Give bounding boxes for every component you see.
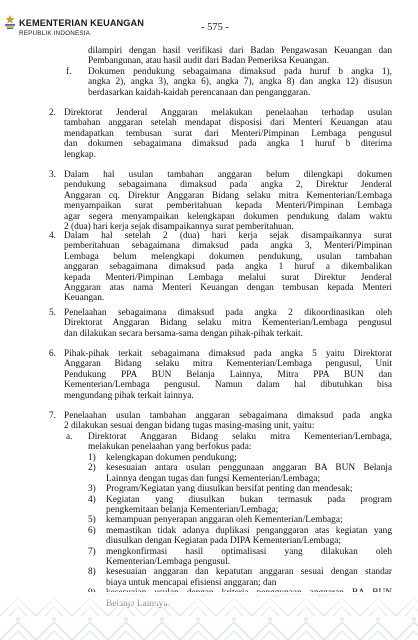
text-line: Anggaran Bidang selaku mitra Kementerian/Lembaga pengusul, Unit: [64, 359, 392, 370]
sub-item-paragraph: [106, 463, 392, 484]
text-line: Anggaran cq. Direktur Anggaran Bidang selaku mitra Kementerian/Lembaga: [64, 190, 392, 201]
sub-item-paragraph: [106, 484, 392, 494]
sub-item-number: 3): [88, 484, 96, 495]
sub-item-number: 5): [88, 515, 96, 526]
item-3-number: 3.: [49, 170, 57, 180]
text-line: kesesuaian anggaran dan kepatutan anggaran sesuai dengan standar: [106, 567, 392, 578]
text-line: 2 (dua) hari kerja sejak disampaikannya surat pemberitahuan.: [64, 221, 294, 232]
page-header: [0, 0, 418, 44]
item-2-number: 2.: [49, 108, 57, 118]
sub-item-paragraph: [106, 515, 392, 525]
sub-item-paragraph: [106, 495, 392, 516]
text-line: melakukan penelaahan yang berfokus pada:: [88, 442, 252, 453]
text-line: memastikan tidak adanya duplikasi penganggaran atas kegiatan yang: [106, 525, 392, 536]
item-7-paragraph: [64, 411, 392, 432]
sub-item-paragraph: [106, 453, 392, 463]
text-line: Kementerian/Lembaga pengusul. Namun dalam hal dibutuhkan bisa: [64, 380, 392, 391]
text-line: mengkonfirmasi hasil optimalisasi yang dilakukan oleh: [106, 546, 392, 557]
item-6-number: 6.: [49, 349, 57, 359]
sub-item-paragraph: [106, 547, 392, 568]
text-line: Kementerian/Lembaga pengusul.: [106, 556, 231, 567]
item-3-paragraph: [64, 170, 392, 232]
intro-paragraph: [88, 46, 392, 67]
page-number: - 575 -: [201, 22, 229, 33]
sub-item-number: 7): [88, 546, 96, 557]
text-line: berdasarkan kaidah-kaidah perencanaan dan penganggaran.: [88, 87, 311, 98]
text-line: mengundang pihak terkait lainnya.: [64, 390, 194, 401]
text-line: Pendukung PPA BUN Belanja Lainnya, Mitra PPA BUN dan: [64, 369, 392, 380]
item-f-paragraph: [88, 67, 392, 98]
text-line: Lembaga belum melengkapi dokumen pendukung, usulan tambahan: [64, 251, 392, 262]
text-line: dan dokumen sebagaimana dimaksud pada angka 1 huruf b diterima: [64, 139, 392, 150]
text-line: angka 2), angka 3), angka 6), angka 7), angka 8) dan angka 12) disusun: [88, 77, 392, 88]
sub-item-number: 6): [88, 525, 96, 536]
item-4-number: 4.: [49, 231, 57, 241]
text-line: Direktorat Jenderal Anggaran melakukan penelaahan terhadap usulan: [64, 108, 392, 118]
text-line: menyampaikan surat pemberitahuan kepada Menteri/Pimpinan Lembaga: [64, 201, 392, 212]
text-line: pendukung sebagaimana dimaksud pada angka 2, Direktur Jenderal: [64, 180, 392, 191]
sub-item-paragraph: [106, 526, 392, 547]
text-line: kelengkapan dokumen pendukung;: [106, 453, 237, 463]
text-line: kepada Menteri/Pimpinan Lembaga melalui surat Direktur Jenderal: [64, 272, 392, 283]
item-5-number: 5.: [49, 308, 57, 318]
republic-name: REPUBLIK INDONESIA: [19, 30, 91, 37]
text-line: Direktorat Anggaran Bidang selaku mitra Kementerian/Lembaga,: [88, 432, 392, 442]
text-line: kesesuaian antara usulan penggunaan anggaran BA BUN Belanja: [106, 463, 392, 474]
text-line: Penelaahan usulan tambahan anggaran sebagaimana dimaksud pada angka: [64, 411, 392, 421]
sub-item-number: 1): [88, 453, 96, 463]
text-line: Dokumen pendukung sebagaimana dimaksud pada huruf b angka 1),: [88, 67, 392, 77]
sub-item-paragraph: [106, 567, 392, 588]
text-line: 2 dilakukan sesuai dengan bidang tugas masing-masing unit, yaitu:: [64, 421, 315, 432]
text-line: Kegiatan yang diusulkan bukan termasuk pada program: [106, 494, 392, 505]
text-line: anggaran sebagaimana dimaksud pada angka 1 huruf a dikembalikan: [64, 262, 392, 273]
text-line: pemberitahuan sebagaimana dimaksud pada angka 3, Menteri/Pimpinan: [64, 241, 392, 252]
text-line: Program/Kegiatan yang diusulkan bersifat penting dan mendesak;: [106, 484, 353, 495]
item-7a-label: a.: [66, 432, 73, 442]
text-line: biaya untuk mencapai efisiensi anggaran; dan: [106, 577, 277, 588]
item-f-label: f.: [66, 67, 72, 77]
item-5-paragraph: [64, 308, 392, 339]
item-7-number: 7.: [49, 411, 57, 421]
text-line: tambahan anggaran setelah mendapat disposisi dari Menteri Keuangan atau: [64, 118, 392, 129]
text-line: Lainnya dengan tugas dan fungsi Kementerian/Lembaga;: [106, 473, 321, 484]
text-line: kemampuan penyerapan anggaran oleh Kementerian/Lembaga;: [106, 515, 343, 526]
sub-item-number: 2): [88, 463, 96, 474]
text-line: Pembangunan, atau hasil audit dari Badan Pemeriksa Keuangan.: [88, 56, 330, 67]
text-line: dilampiri dengan hasil verifikasi dari Badan Pengawasan Keuangan dan: [88, 46, 392, 56]
ministry-name: KEMENTERIAN KEUANGAN: [19, 18, 145, 28]
text-line: pengkemitaan belanja Kementerian/Lembaga;: [106, 504, 279, 515]
text-line: Direktorat Anggaran Bidang selaku mitra Kementerian/Lembaga pengusul: [64, 318, 392, 329]
item-4-paragraph: [64, 231, 392, 304]
text-line: agar segera menyampaikan kelengkapan dokumen pendukung dalam waktu: [64, 211, 392, 222]
text-line: Dalam hal setelah 2 (dua) hari kerja sejak disampaikannya surat: [64, 231, 392, 241]
ministry-logo-icon: [4, 15, 16, 29]
text-line: dan dilakukan secara bersama-sama dengan pihak-pihak terkait.: [64, 328, 303, 339]
item-7a-paragraph: [88, 432, 392, 453]
item-6-paragraph: [64, 349, 392, 401]
text-line: Dalam hal usulan tambahan anggaran belum dilengkapi dokumen: [64, 170, 392, 180]
sub-item-number: 4): [88, 494, 96, 505]
text-line: Penelaahan sebagaimana dimaksud pada angka 2 dikoordinasikan oleh: [64, 308, 392, 318]
text-line: Keuangan.: [64, 293, 105, 304]
text-line: diusulkan dengan Kegiatan pada DIPA Kementerian/Lembaga;: [106, 536, 341, 547]
item-2-paragraph: [64, 108, 392, 160]
text-line: Anggaran atas nama Menteri Keuangan dengan tembusan kepada Menteri: [64, 282, 392, 293]
text-line: Pihak-pihak terkait sebagaimana dimaksud pada angka 5 yaitu Direktorat: [64, 349, 392, 359]
text-line: lengkap.: [64, 149, 96, 160]
text-line: mendapatkan tembusan surat dari Menteri/Pimpinan Lembaga pengusul: [64, 128, 392, 139]
sub-item-number: 8): [88, 567, 96, 578]
footer-pattern: [0, 592, 418, 640]
